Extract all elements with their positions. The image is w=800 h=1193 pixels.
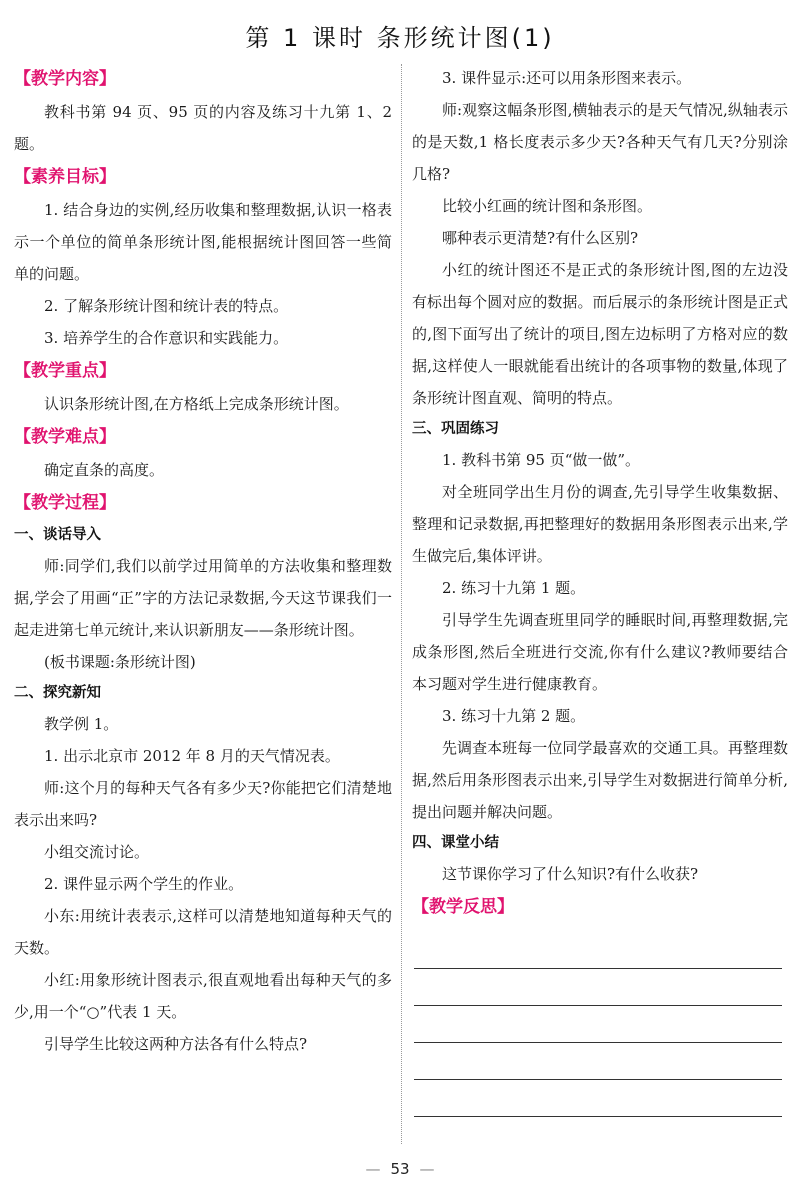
page-number: 53 bbox=[390, 1160, 410, 1178]
goal-3: 3. 培养学生的合作意识和实践能力。 bbox=[44, 329, 289, 347]
heading-key-point: 【教学重点】 bbox=[14, 361, 116, 381]
goal-1: 1. 结合身边的实例,经历收集和整理数据,认识一格表示一个单位的简单条形统计图,能根据统计图回答一些简单的问题。 bbox=[14, 201, 392, 283]
right-para-9: 引导学生先调查班里同学的睡眠时间,再整理数据,完成条形图,然后全班进行交流,你有什么建议?教师要结合本习题对学生进行健康教育。 bbox=[412, 611, 788, 693]
section-2-para-4: 小组交流讨论。 bbox=[44, 843, 150, 861]
column-divider bbox=[401, 64, 402, 1144]
footer-dash-left: — bbox=[365, 1160, 381, 1178]
writing-line bbox=[414, 1080, 782, 1117]
footer-dash-right: — bbox=[419, 1160, 435, 1178]
section-2-para-8: 引导学生比较这两种方法各有什么特点? bbox=[44, 1035, 308, 1053]
section-4-heading: 四、课堂小结 bbox=[412, 835, 499, 851]
section-3-heading: 三、巩固练习 bbox=[412, 421, 499, 437]
page-title: 第 1 课时 条形统计图(1) bbox=[245, 24, 555, 52]
section-2-heading: 二、探究新知 bbox=[14, 685, 101, 701]
heading-reflection: 【教学反思】 bbox=[412, 897, 514, 917]
section-2-para-3: 师:这个月的每种天气各有多少天?你能把它们清楚地表示出来吗? bbox=[14, 779, 392, 829]
teaching-content-text: 教科书第 94 页、95 页的内容及练习十九第 1、2 题。 bbox=[14, 103, 392, 153]
right-para-5: 小红的统计图还不是正式的条形统计图,图的左边没有标出每个圆对应的数据。而后展示的条形统计图是正式的,图下面写出了统计的项目,图左边标明了方格对应的数据,这样使人一眼就能看出统计的各项事物的数量,体现了条形统计图直观、简明的特点。 bbox=[412, 261, 788, 407]
writing-line bbox=[414, 1043, 782, 1080]
section-2-para-1: 教学例 1。 bbox=[44, 715, 119, 733]
heading-teaching-content: 【教学内容】 bbox=[14, 69, 116, 89]
right-para-4: 哪种表示更清楚?有什么区别? bbox=[442, 229, 639, 247]
right-para-8: 2. 练习十九第 1 题。 bbox=[442, 579, 586, 597]
section-2-para-2: 1. 出示北京市 2012 年 8 月的天气情况表。 bbox=[44, 747, 340, 765]
section-1-para-1: 师:同学们,我们以前学过用简单的方法收集和整理数据,学会了用画“正”字的方法记录数据,今天这节课我们一起走进第七单元统计,来认识新朋友——条形统计图。 bbox=[14, 557, 392, 639]
heading-difficulty: 【教学难点】 bbox=[14, 427, 116, 447]
writing-line bbox=[414, 932, 782, 969]
heading-literacy-goals: 【素养目标】 bbox=[14, 167, 116, 187]
heading-teaching-process: 【教学过程】 bbox=[14, 493, 116, 513]
right-column bbox=[412, 62, 788, 1117]
right-para-12: 这节课你学习了什么知识?有什么收获? bbox=[442, 865, 699, 883]
difficulty-text: 确定直条的高度。 bbox=[44, 461, 165, 479]
right-para-10: 3. 练习十九第 2 题。 bbox=[442, 707, 586, 725]
right-para-11: 先调查本班每一位同学最喜欢的交通工具。再整理数据,然后用条形图表示出来,引导学生对数据进行简单分析,提出问题并解决问题。 bbox=[412, 739, 788, 821]
left-column bbox=[14, 62, 392, 1060]
section-2-para-5: 2. 课件显示两个学生的作业。 bbox=[44, 875, 244, 893]
section-2-para-7: 小红:用象形统计图表示,很直观地看出每种天气的多少,用一个“○”代表 1 天。 bbox=[14, 971, 392, 1021]
right-para-1: 3. 课件显示:还可以用条形图来表示。 bbox=[442, 69, 692, 87]
right-para-3: 比较小红画的统计图和条形图。 bbox=[442, 197, 653, 215]
section-1-para-2: (板书课题:条形统计图) bbox=[44, 653, 196, 671]
writing-line bbox=[414, 969, 782, 1006]
right-para-2: 师:观察这幅条形图,横轴表示的是天气情况,纵轴表示的是天数,1 格长度表示多少天?各种天气有几天?分别涂几格? bbox=[412, 101, 788, 183]
section-1-heading: 一、谈话导入 bbox=[14, 527, 101, 543]
key-point-text: 认识条形统计图,在方格纸上完成条形统计图。 bbox=[44, 395, 349, 413]
writing-line bbox=[414, 1006, 782, 1043]
reflection-writing-lines bbox=[412, 932, 788, 1117]
right-para-7: 对全班同学出生月份的调查,先引导学生收集数据、整理和记录数据,再把整理好的数据用条形图表示出来,学生做完后,集体评讲。 bbox=[412, 483, 788, 565]
section-2-para-6: 小东:用统计表表示,这样可以清楚地知道每种天气的天数。 bbox=[14, 907, 392, 957]
right-para-6: 1. 教科书第 95 页“做一做”。 bbox=[442, 451, 641, 469]
goal-2: 2. 了解条形统计图和统计表的特点。 bbox=[44, 297, 289, 315]
page-footer bbox=[0, 1160, 800, 1178]
